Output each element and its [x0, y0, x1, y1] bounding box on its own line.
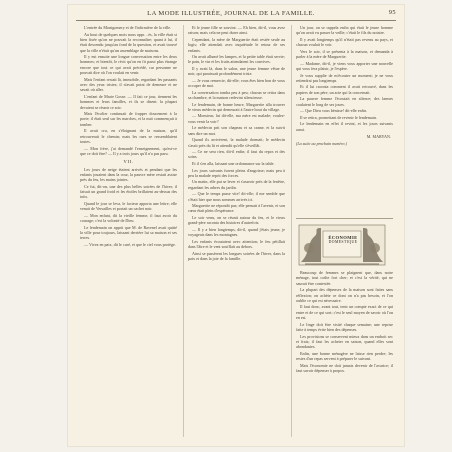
author-signature: M. MARYAN. — [366, 133, 391, 139]
text-column-1 — [80, 25, 177, 437]
paragraph: Il y eut ensuite une longue conversation entre les deux hommes; et bientôt, le récit qu'on en fit parut plus étrange encore que tout ce qui avait précédé, car personne ne pouvait dire où l'on voulait en venir. — [80, 54, 177, 76]
text-column-3-lower — [296, 270, 393, 436]
paragraph: Le lendemain en effet il revint, et les jours suivants aussi. — [296, 121, 393, 132]
paragraph: — Que le temps passe vite! dit-elle; il me semble que c'était hier que nous sommes arrivés ici. — [188, 191, 285, 202]
paragraph: Ce fut, dit-on, une des plus belles soirées de l'hiver; il faisait un grand froid et les étoiles brillaient au-dessus des toits. — [80, 183, 177, 200]
paragraph: Le linge doit être visité chaque semaine; une reprise faite à temps évite bien des dépenses. — [296, 321, 393, 332]
paragraph: Il faut donc, avant tout, tenir un compte exact de ce qui entre et de ce qui sort; c'est le seul moyen de savoir où l'on en est. — [296, 304, 393, 321]
paragraph: Il y avait là, dans le salon, une jeune femme vêtue de noir, qui paraissait profondément triste. — [188, 65, 285, 77]
paragraph: L'enfant de Marie Gosse. — Il fait ce jour, tiennent les hommes et leurs familles, et ils se disent: la plupart devaient se réunir ce soir. — [80, 93, 177, 110]
paragraph: — Mon enfant, dit la vieille femme, il faut avoir du courage; c'est la volonté de Dieu. — [80, 212, 177, 224]
paragraph: Il se retira, promettant de revenir le lendemain. — [300, 114, 377, 120]
continued-note: (La suite au prochain numéro.) — [296, 141, 347, 147]
text-column-3 — [296, 25, 393, 215]
paragraph: Ainsi se passèrent les longues soirées de l'hiver, dans la paix et dans la joie de la famille. — [188, 250, 285, 261]
paragraph: Cependant, la mère de Marguerite était restée seule au logis; elle attendait avec inquiétude le retour de ses enfants. — [188, 36, 285, 53]
paragraph: Je vous supplie de m'écouter un moment; je ne vous retiendrai pas longtemps. — [296, 72, 393, 83]
paragraph: Il avait cru, en s'éloignant de la maison, qu'il retrouverait le chemin; mais les rues se ressemblaient toutes. — [80, 128, 177, 144]
paragraph: Les provisions se conservent mieux dans un endroit sec et frais; il faut les acheter en saison, quand elles sont abondantes. — [296, 333, 393, 350]
paragraph: La plupart des dépenses de la maison sont faites sans réflexion; on achète ce dont on n'a pas besoin, et l'on oublie ce qui est nécessaire. — [296, 287, 393, 303]
paragraph: — Il y a bien longtemps, dit-il, quand j'étais jeune, je voyageais dans les montagnes. — [188, 226, 285, 238]
vignette-title-text: ÉCONOMIE — [328, 235, 358, 240]
paragraph: — Mon frère, j'ai demandé l'enseignement, qu'est-ce que ce doit être? — Il y a trois jours qu'il n'a pas paru. — [80, 145, 177, 156]
paragraph: La pauvre femme l'écoutait en silence; des larmes coulaient le long de ses joues. — [296, 96, 393, 107]
paragraph: Et le jeune fille se souvint. — Eh bien, dit-il, vous avez raison; mais cela ne peut durer ainsi. — [188, 25, 285, 36]
text-column-2 — [188, 25, 285, 437]
paragraph: Et il lui raconta comment il avait retrouvé, dans les papiers de son père, un acte qui la concernait. — [296, 84, 393, 95]
vignette-title — [322, 235, 364, 245]
paragraph: Quand le jour se leva, le facteur apporta une lettre; elle venait de Versailles et portait un cachet noir. — [80, 201, 177, 212]
paragraph: On avait allumé les lampes, et la petite table était servie; le pain, le vin et les fruits attendaient les convives. — [188, 54, 285, 65]
column-divider — [183, 25, 184, 437]
header-rule — [76, 20, 396, 21]
paragraph: L'entrée du Montgomery et de l'infirmière de la ville. — [84, 25, 172, 30]
paragraph: — Que Dieu vous bénisse! dit-elle enfin. — [300, 108, 368, 114]
journal-title: LA MODE ILLUSTRÉE, JOURNAL DE LA FAMILLE. — [147, 9, 315, 17]
paragraph: Mais l'enfant restait là, immobile, regardant les passants avec des yeux tristes; il n'avait point de demeure et ne savait où aller. — [80, 76, 177, 93]
paragraph: Enfin, une bonne ménagère ne laisse rien perdre; les restes d'un repas servent à préparer le suivant. — [296, 350, 393, 362]
paragraph: Le lendemain, de bonne heure, Marguerite alla trouver le vieux médecin qui demeurait à l'autre bout du village. — [188, 101, 285, 112]
column-divider — [291, 25, 292, 437]
paragraph: — Vivez en paix, dit le curé, et que le ciel vous protège. — [84, 241, 176, 247]
paragraph: Les jours de neige étaient arrivés et pendant que les enfants jouaient dans la cour, la pauvre mère restait assise près du feu, les mains jointes. — [80, 166, 177, 183]
economie-vignette — [297, 222, 387, 268]
paragraph: Un jour, on se rappela enfin qui était le jeune homme qu'on avait vu passer la veille; c'était le fils du notaire. — [296, 25, 393, 36]
paragraph: Vers le soir, il se présenta à la maison, et demanda à parler à la mère de Marguerite. — [296, 48, 393, 60]
paragraph: Un matin, elle put se lever et s'asseoir près de la fenêtre, regardant les arbres du jardin. — [188, 179, 285, 190]
paragraph: — Je vous remercie, dit-elle; vous êtes bien bon de vous occuper de moi. — [188, 77, 285, 89]
paragraph: Les enfants écoutaient avec attention; le feu pétillait dans l'âtre et le vent soufflait au dehors. — [188, 238, 285, 250]
paragraph: Beaucoup de femmes se plaignent que, dans notre ménage, tout coûte fort cher; et c'est la vérité, qui ne saurait être contestée. — [296, 270, 393, 286]
paragraph: Mais l'économie ne doit jamais devenir de l'avarice; il faut savoir dépenser à propos. — [296, 362, 393, 373]
paragraph: Il y avait longtemps qu'il n'était pas revenu au pays, et chacun voulait le voir. — [296, 36, 393, 48]
page-number: 95 — [388, 9, 396, 16]
paragraph: Le soir venu, on se réunit autour du feu, et le vieux grand-père raconta des histoires d'autrefois. — [188, 215, 285, 226]
section-rule — [296, 218, 393, 219]
paragraph: Les jours suivants furent pleins d'angoisse; mais peu à peu la malade reprit des forces. — [188, 167, 285, 178]
paragraph: La conversation tomba peu à peu; chacun se retira dans sa chambre, et la maison redevint silencieuse. — [188, 89, 285, 101]
vignette-subtitle-text: DOMESTIQUE — [328, 240, 358, 244]
section-heading: VII. — [123, 159, 134, 165]
paragraph: Quand ils arrivèrent, la malade dormait; le médecin s'assit près du lit et attendit qu'elle s'éveillât. — [188, 137, 285, 148]
paragraph: — Ce ne sera rien, dit-il enfin; il faut du repos et des soins. — [188, 149, 285, 160]
paragraph: Le médecin prit son chapeau et sa canne, et la suivit sans dire un mot. — [188, 125, 285, 136]
paragraph: Marguerite ne répondit pas; elle pensait à l'avenir, et son cœur était plein d'espérance. — [188, 203, 285, 214]
paragraph: — Monsieur, lui dit-elle, ma mère est malade; voulez-vous venir la voir? — [188, 113, 285, 124]
paragraph: Au bout de quelques mois nous appr…ès, la ville était si bien fixée qu'on ne pouvait la reconnaître; quant à lui, il était descendu jusqu'au fond de la question, et avait trouvé que la ville n'était qu'un assemblage de maisons. — [80, 31, 177, 53]
paragraph: Mais l'écolier continuait de frapper doucement à la porte; il était seul sur les marches, et la nuit commençait à tomber. — [80, 111, 177, 127]
paragraph: — Madame, dit-il, je viens vous apporter une nouvelle qui vous fera plaisir, je l'espère. — [296, 60, 393, 71]
paragraph: Et il s'en alla, laissant une ordonnance sur la table. — [192, 160, 275, 166]
page-header — [68, 5, 404, 21]
paragraph: Le lendemain on apprit que M. de Ravenel avait quitté la ville pour toujours, laissant derrière lui sa maison et ses terres. — [80, 224, 177, 241]
